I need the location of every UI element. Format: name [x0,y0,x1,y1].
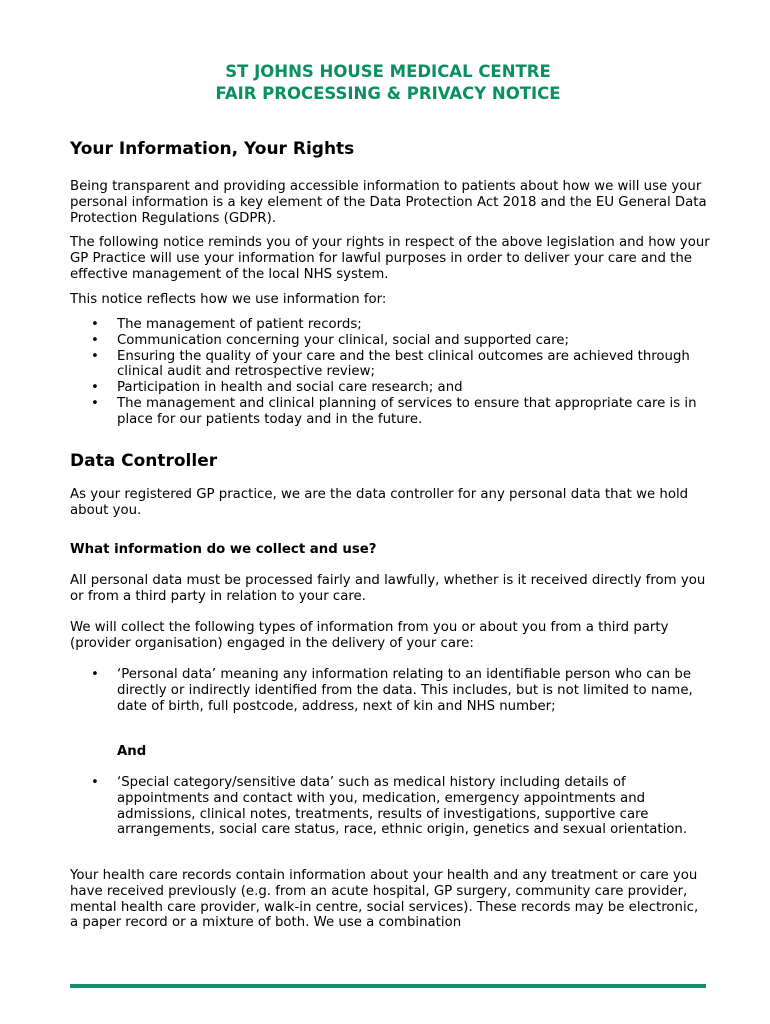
title-line-1: ST JOHNS HOUSE MEDICAL CENTRE [225,62,551,81]
list-item: • ‘Special category/sensitive data’ such as medical history including details of appointments and contact with you, medication, emergency appointments and admissions, clinical notes, treatments, results of investigations, supportive care arrangements, social care status, race, ethnic origin, genetics and sexual orientation. [91,775,688,838]
paragraph-fair-processing: All personal data must be processed fairly and lawfully, whether is it received directly from you or from a third party in relation to your care. [70,573,706,604]
subheading-what-information: What information do we collect and use? [70,542,377,557]
list-item: • The management of patient records; [91,317,362,332]
title-line-2: FAIR PROCESSING & PRIVACY NOTICE [215,84,561,103]
uses-list [70,317,710,428]
section-heading-rights: Your Information, Your Rights [70,139,355,159]
list-item: • Ensuring the quality of your care and the best clinical outcomes are achieved through clinical audit and retrospective review; [91,348,690,380]
bullet-icon: • [91,775,99,790]
paragraph-transparency: Being transparent and providing accessible information to patients about how we will use your personal information is a key element of the Data Protection Act 2018 and the EU General Data Protection Regulations (GDPR). [70,179,707,226]
list-item: • Participation in health and social care research; and [91,380,463,396]
list-item: • Communication concerning your clinical, social and supported care; [91,332,569,348]
bullet-icon: • [91,380,99,396]
paragraph-rights-reminder: The following notice reminds you of your rights in respect of the above legislation and how your GP Practice will use your information for lawful purposes in order to deliver your care and the effective management of the local NHS system. [70,235,710,282]
bullet-icon: • [91,395,99,411]
bullet-icon: • [91,348,99,364]
paragraph-health-records: Your health care records contain information about your health and any treatment or care you have received previously (e.g. from an acute hospital, GP surgery, community care provider, mental health care provider, walk-in centre, social services). These records may be electronic, a paper record or a mixture of both. We use a combination [70,868,699,931]
bullet-icon: • [91,667,99,682]
bullet-icon: • [91,332,99,348]
list-item: • The management and clinical planning of services to ensure that appropriate care is in place for our patients today and in the future. [91,395,697,427]
paragraph-collection-types: We will collect the following types of information from you or about you from a third party (provider organisation) engaged in the delivery of your care: [70,620,669,651]
bullet-icon: • [91,317,99,332]
paragraph-uses-intro: This notice reflects how we use information for: [70,292,387,307]
and-label: And [117,744,147,759]
special-data-list [70,775,710,838]
paragraph-data-controller: As your registered GP practice, we are the data controller for any personal data that we hold about you. [70,487,689,518]
list-item: • ‘Personal data’ meaning any information relating to an identifiable person who can be directly or indirectly identified from the data. This includes, but is not limited to name, date of birth, full postcode, address, next of kin and NHS number; [91,667,693,714]
personal-data-list [70,667,710,714]
footer-rule [70,984,706,988]
section-heading-data-controller: Data Controller [70,451,218,471]
document-title [70,61,706,105]
